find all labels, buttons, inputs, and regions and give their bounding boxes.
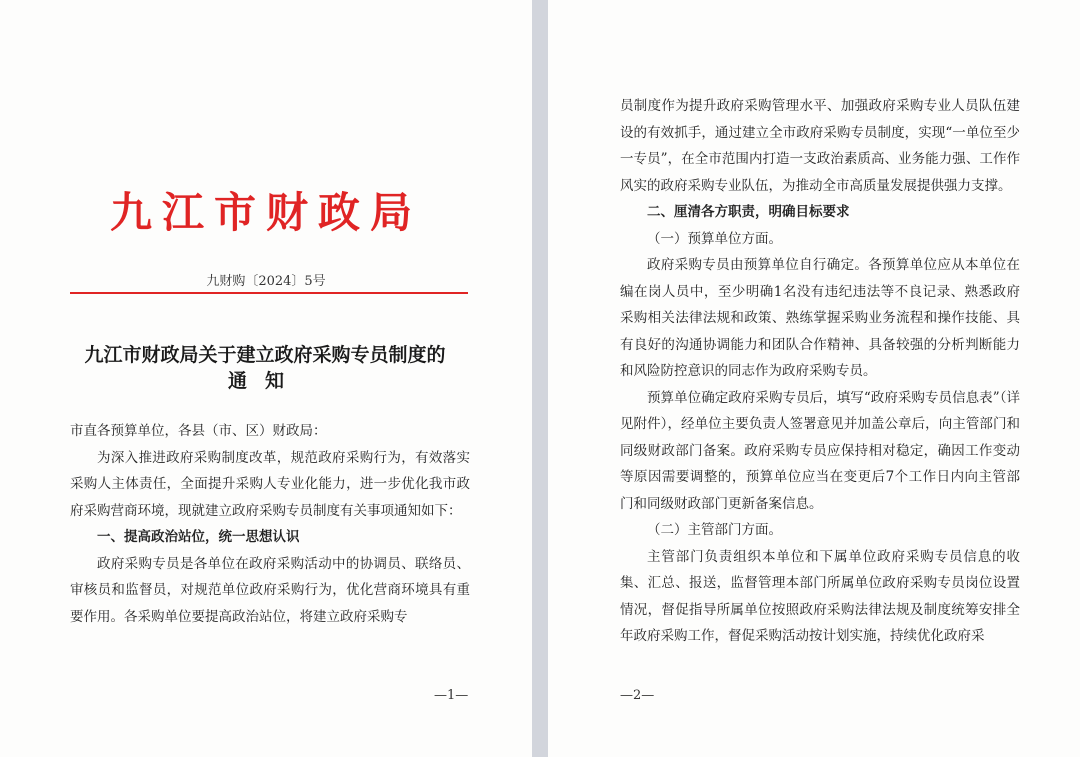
notice-title-line1: 九江市财政局关于建立政府采购专员制度的 — [84, 344, 446, 366]
paragraph: 预算单位确定政府采购专员后，填写“政府采购专员信息表”（详见附件），经单位主要负责人签署意见并加盖公章后，向主管部门和同级财政部门备案。政府采购专员应保持相对稳定，确因工作变动等原因需要调整的，预算单位应当在变更后7个工作日内向主管部门和同级财政部门更新备案信息。 — [620, 389, 1020, 512]
paragraph: 为深入推进政府采购制度改革，规范政府采购行为，有效落实采购人主体责任，全面提升采购人专业化能力，进一步优化我市政府采购营商环境，现就建立政府采购专员制度有关事项通知如下： — [70, 449, 470, 519]
page-number: —1— — [434, 688, 469, 703]
notice-title — [60, 342, 470, 394]
paragraph: 员制度作为提升政府采购管理水平、加强政府采购专业人员队伍建设的有效抓手，通过建立全市政府采购专员制度，实现“一单位至少一专员”，在全市范围内打造一支政治素质高、业务能力强、工作作风实的政府采购专业队伍，为推动全市高质量发展提供强力支撑。 — [620, 98, 1020, 194]
paragraph: 主管部门负责组织本单位和下属单位政府采购专员信息的收集、汇总、报送，监督管理本部门所属单位政府采购专员岗位设置情况，督促指导所属单位按照政府采购法律法规及制度统筹安排全年政府采购工作，督促采购活动按计划实施，持续优化政府采 — [620, 548, 1020, 644]
section-heading: 二、厘清各方职责，明确目标要求 — [647, 204, 850, 220]
paragraph: 政府采购专员是各单位在政府采购活动中的协调员、联络员、审核员和监督员，对规范单位政府采购行为，优化营商环境具有重要作用。各采购单位要提高政治站位，将建立政府采购专 — [70, 555, 470, 625]
section-heading: 一、提高政治站位，统一思想认识 — [97, 529, 300, 545]
subsection-heading: （二）主管部门方面。 — [647, 522, 782, 538]
salutation: 市直各预算单位，各县（市、区）财政局： — [70, 423, 327, 439]
document-page-2 — [548, 0, 1080, 757]
paragraph: 政府采购专员由预算单位自行确定。各预算单位应从本单位在编在岗人员中，至少明确1名没有违纪违法等不良记录、熟悉政府采购相关法律法规和政策、熟练掌握采购业务流程和操作技能、具有良好的沟通协调能力和团队合作精神、具备较强的分析判断能力和风险防控意识的同志作为政府采购专员。 — [620, 257, 1020, 379]
agency-title: 九江市财政局 — [109, 188, 422, 237]
red-divider — [70, 292, 468, 294]
page2-body — [620, 93, 1020, 650]
document-page-1 — [0, 0, 532, 757]
notice-title-line2: 通知 — [227, 370, 302, 392]
page1-body — [70, 418, 470, 630]
page-number: —2— — [620, 688, 655, 703]
page-gutter — [532, 0, 548, 757]
document-number: 九财购〔2024〕5号 — [206, 274, 326, 289]
subsection-heading: （一）预算单位方面。 — [647, 230, 782, 247]
